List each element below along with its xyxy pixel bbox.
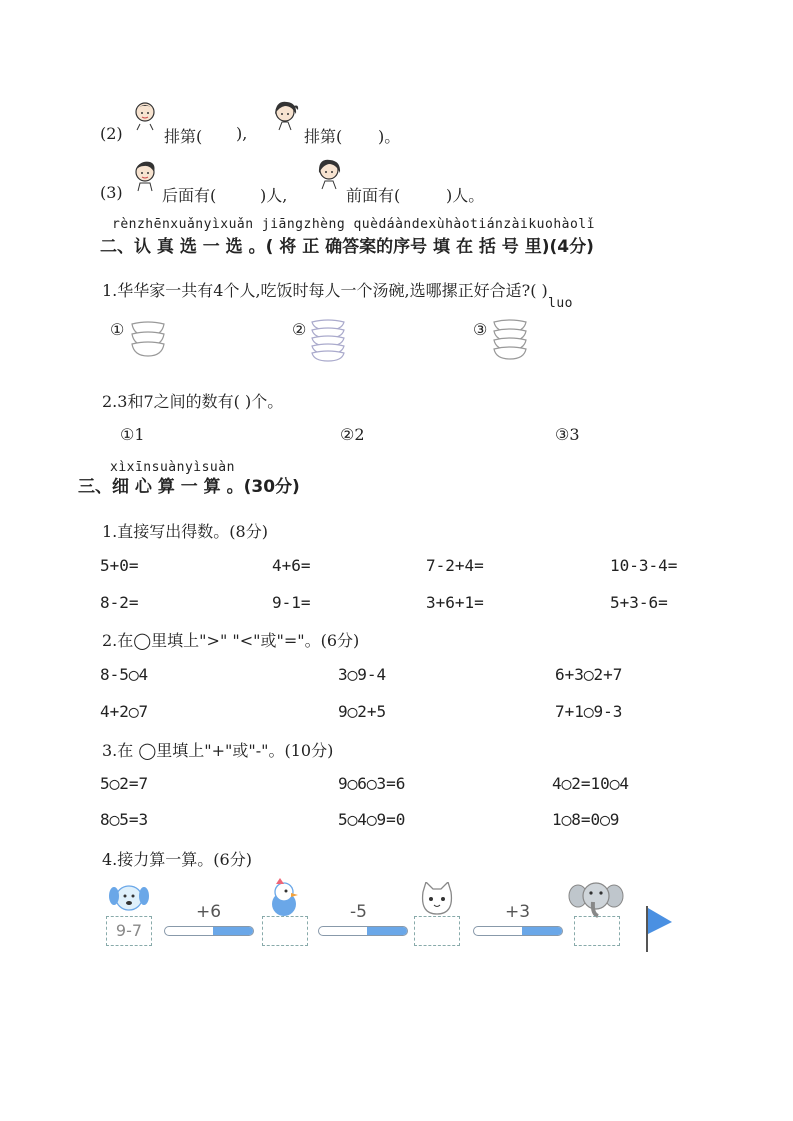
puppy-icon bbox=[104, 878, 154, 918]
s2-q2-option-2: ②2 bbox=[340, 425, 365, 444]
q3-front-label: 前面有( bbox=[346, 186, 401, 205]
s3-q2-cell: 4+2◯7 bbox=[100, 702, 149, 721]
option-2-label: ② bbox=[292, 320, 307, 339]
relay-op-1: +6 bbox=[196, 902, 222, 922]
s3-q2-cell: 3◯9-4 bbox=[338, 665, 387, 684]
relay-answer-box-3[interactable] bbox=[574, 916, 620, 946]
relay-answer-box-1[interactable] bbox=[262, 916, 308, 946]
s3-q2-cell: 6+3◯2+7 bbox=[555, 665, 623, 684]
s3-q1-cell: 10-3-4= bbox=[610, 556, 678, 575]
s3-q1-title: 1.直接写出得数。(8分) bbox=[102, 522, 268, 541]
boy-icon bbox=[130, 160, 160, 192]
s3-q3-cell: 4◯2=10◯4 bbox=[552, 774, 630, 793]
girl-icon bbox=[270, 100, 300, 132]
cat-icon bbox=[414, 882, 460, 918]
section3-pinyin: xìxīnsuànyìsuàn bbox=[110, 460, 235, 475]
q2-rank-close-a: ), bbox=[236, 124, 248, 143]
s2-q1-pinyin: luo bbox=[548, 296, 573, 311]
bowl-stack-icon bbox=[308, 318, 348, 362]
q2-rank-close-b: )。 bbox=[378, 127, 401, 146]
relay-start-value: 9-7 bbox=[115, 921, 143, 940]
s3-q2-cell: 7+1◯9-3 bbox=[555, 702, 623, 721]
q3-behind-close: )人, bbox=[260, 186, 288, 205]
s3-q1-cell: 9-1= bbox=[272, 593, 311, 612]
q2-number: (2) bbox=[100, 124, 123, 143]
relay-answer-box-2[interactable] bbox=[414, 916, 460, 946]
bird-icon bbox=[262, 878, 308, 918]
relay-op-3: +3 bbox=[505, 902, 531, 922]
section2-pinyin: rènzhēnxuǎnyìxuǎn jiāngzhèng quèdáàndexùhàotiánzàikuohàolǐ bbox=[112, 217, 595, 232]
elephant-icon bbox=[568, 880, 624, 918]
s3-q1-cell: 7-2+4= bbox=[426, 556, 484, 575]
flag-icon bbox=[642, 904, 676, 954]
relay-op-2: -5 bbox=[350, 902, 367, 922]
s3-q3-cell: 1◯8=0◯9 bbox=[552, 810, 620, 829]
q3-front-close: )人。 bbox=[446, 186, 485, 205]
s2-q2-option-3: ③3 bbox=[555, 425, 580, 444]
girl-icon bbox=[314, 158, 344, 190]
q3-number: (3) bbox=[100, 183, 123, 202]
s3-q3-cell: 9◯6◯3=6 bbox=[338, 774, 406, 793]
s3-q3-cell: 5◯4◯9=0 bbox=[338, 810, 406, 829]
section3-heading: 三、细 心 算 一 算 。(30分) bbox=[78, 477, 300, 497]
s3-q4-title: 4.接力算一算。(6分) bbox=[102, 850, 252, 869]
s2-q2-option-1: ①1 bbox=[120, 425, 145, 444]
option-3-label: ③ bbox=[473, 320, 488, 339]
s3-q1-cell: 3+6+1= bbox=[426, 593, 484, 612]
option-1-label: ① bbox=[110, 320, 125, 339]
relay-arrow-bar bbox=[164, 926, 254, 936]
bowl-stack-icon bbox=[128, 318, 168, 362]
section2-heading: 二、认 真 选 一 选 。( 将 正 确答案的序号 填 在 括 号 里)(4分) bbox=[100, 237, 594, 257]
s3-q3-cell: 5◯2=7 bbox=[100, 774, 149, 793]
s3-q2-cell: 8-5◯4 bbox=[100, 665, 149, 684]
q3-behind-label: 后面有( bbox=[162, 186, 217, 205]
s2-q1-text: 1.华华家一共有4个人,吃饭时每人一个汤碗,选哪摞正好合适?( ) bbox=[102, 281, 548, 300]
s3-q1-cell: 4+6= bbox=[272, 556, 311, 575]
q2-rank-label-a: 排第( bbox=[164, 127, 203, 146]
s3-q1-cell: 5+3-6= bbox=[610, 593, 668, 612]
s3-q1-cell: 8-2= bbox=[100, 593, 139, 612]
bowl-stack-icon bbox=[490, 318, 530, 362]
s3-q1-cell: 5+0= bbox=[100, 556, 139, 575]
s3-q3-cell: 8◯5=3 bbox=[100, 810, 149, 829]
q2-rank-label-b: 排第( bbox=[304, 127, 343, 146]
s2-q2-text: 2.3和7之间的数有( )个。 bbox=[102, 392, 284, 411]
s3-q2-title: 2.在◯里填上">" "<"或"="。(6分) bbox=[102, 631, 360, 650]
relay-arrow-bar bbox=[318, 926, 408, 936]
relay-arrow-bar bbox=[473, 926, 563, 936]
s3-q2-cell: 9◯2+5 bbox=[338, 702, 387, 721]
boy-icon bbox=[130, 100, 160, 132]
s3-q3-title: 3.在 ◯里填上"+"或"-"。(10分) bbox=[102, 741, 334, 760]
